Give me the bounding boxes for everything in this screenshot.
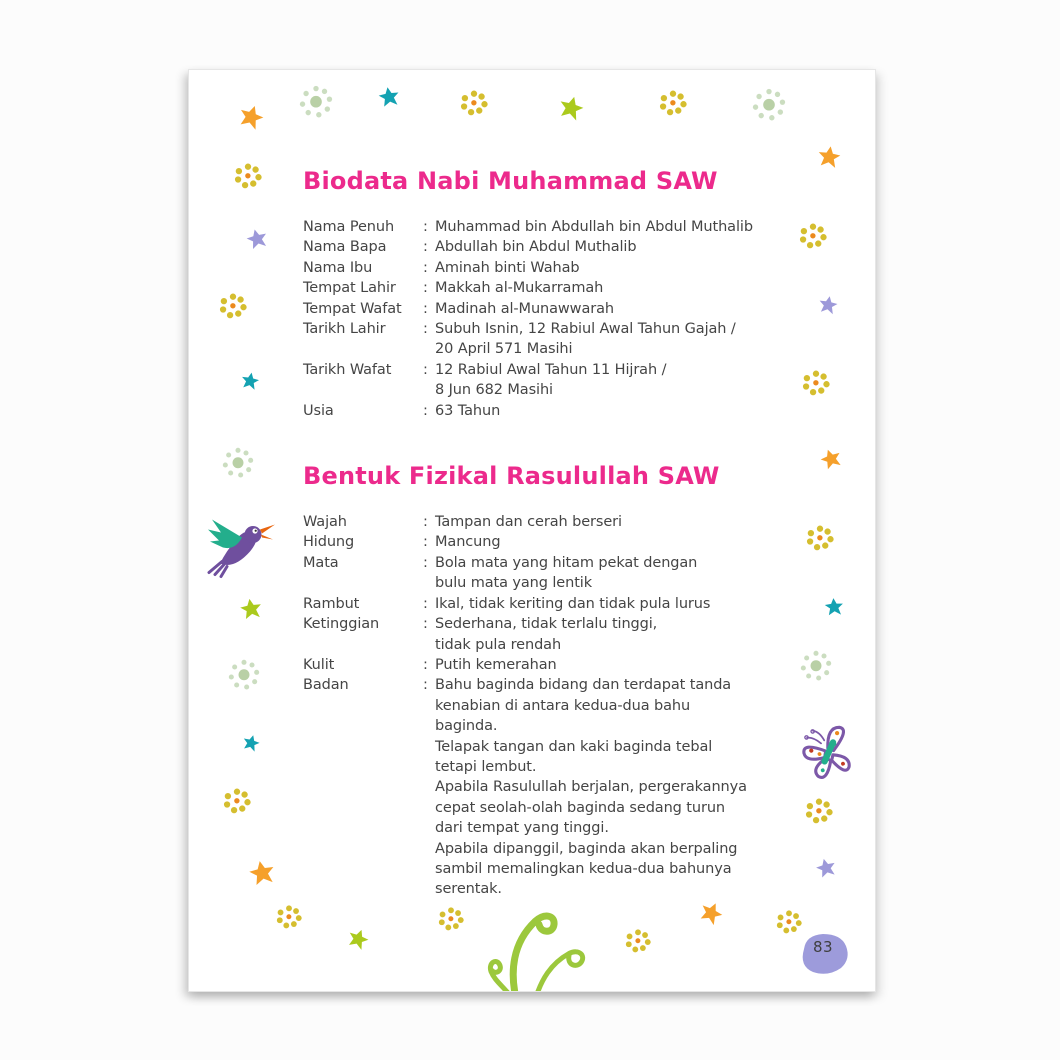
- star-icon: [558, 95, 584, 121]
- info-label: Tempat Lahir: [303, 280, 396, 297]
- info-value-line: Aminah binti Wahab: [435, 259, 580, 276]
- info-value-line: Tampan dan cerah berseri: [435, 514, 622, 531]
- swirl-plant-icon: [483, 887, 593, 992]
- info-colon: :: [423, 280, 428, 297]
- star-icon: [347, 928, 369, 950]
- info-value-line: Putih kemerahan: [435, 656, 557, 673]
- info-row: [303, 319, 773, 360]
- info-label: Nama Ibu: [303, 259, 373, 276]
- info-label: Badan: [303, 677, 349, 694]
- info-value-line: Mancung: [435, 534, 501, 551]
- star-icon: [240, 598, 263, 621]
- flower-dots-icon: [799, 222, 827, 250]
- info-row: [303, 553, 773, 594]
- info-row: [303, 237, 773, 257]
- page-number: 83: [812, 938, 834, 956]
- star-icon: [816, 858, 837, 879]
- info-value-line: 63 Tahun: [435, 402, 501, 419]
- butterfly-icon: [800, 723, 858, 781]
- info-row: [303, 278, 773, 298]
- info-colon: :: [423, 239, 428, 256]
- flower-dots-icon: [299, 85, 333, 119]
- star-icon: [238, 104, 264, 130]
- flower-dots-icon: [806, 524, 834, 552]
- flower-dots-icon: [752, 88, 786, 122]
- info-value-line: Telapak tangan dan kaki baginda tebal: [435, 738, 713, 755]
- section-rows: [303, 512, 773, 900]
- info-row: [303, 675, 773, 899]
- info-value: [435, 258, 773, 278]
- info-colon: :: [423, 554, 428, 571]
- info-value: [435, 278, 773, 298]
- info-value-line: tetapi lembut.: [435, 758, 537, 775]
- star-icon: [817, 145, 841, 169]
- info-value-line: kenabian di antara kedua-dua bahu: [435, 697, 691, 714]
- info-colon: :: [423, 259, 428, 276]
- flower-dots-icon: [228, 659, 260, 691]
- flower-dots-icon: [223, 787, 251, 815]
- info-value: [435, 655, 773, 675]
- flower-dots-icon: [276, 904, 302, 930]
- info-row: [303, 532, 773, 552]
- info-label: Nama Bapa: [303, 239, 387, 256]
- info-value-line: Muhammad bin Abdullah bin Abdul Muthalib: [435, 219, 753, 235]
- info-label: Nama Penuh: [303, 219, 395, 235]
- info-colon: :: [423, 361, 428, 378]
- info-label: Tarikh Lahir: [303, 321, 386, 338]
- flower-dots-icon: [438, 906, 464, 932]
- info-row: [303, 655, 773, 675]
- info-colon: :: [423, 616, 428, 633]
- star-icon: [699, 901, 723, 925]
- info-value: [435, 614, 773, 655]
- info-colon: :: [423, 219, 428, 235]
- info-value: [435, 217, 773, 237]
- info-row: [303, 258, 773, 278]
- flower-dots-icon: [222, 447, 254, 479]
- info-value-line: Bola mata yang hitam pekat dengan: [435, 554, 698, 571]
- page-number-badge: [795, 931, 851, 977]
- info-value: [435, 512, 773, 532]
- info-value: [435, 319, 773, 360]
- info-value-line: baginda.: [435, 718, 498, 735]
- info-value: [435, 675, 773, 899]
- info-label: Ketinggian: [303, 616, 380, 633]
- info-value-line: 12 Rabiul Awal Tahun 11 Hijrah /: [435, 361, 667, 378]
- star-icon: [824, 597, 844, 617]
- info-value-line: cepat seolah-olah baginda sedang turun: [435, 799, 726, 816]
- info-colon: :: [423, 402, 428, 419]
- star-icon: [249, 860, 276, 887]
- info-colon: :: [423, 595, 428, 612]
- star-icon: [820, 448, 842, 470]
- bird-icon: [206, 517, 276, 580]
- info-value-line: bulu mata yang lentik: [435, 575, 593, 592]
- section-rows: [303, 217, 773, 421]
- star-icon: [241, 372, 260, 391]
- section-title: Bentuk Fizikal Rasulullah SAW: [303, 462, 720, 491]
- flower-dots-icon: [802, 369, 830, 397]
- info-label: Usia: [303, 402, 334, 419]
- info-value: [435, 237, 773, 257]
- flower-dots-icon: [234, 162, 262, 190]
- info-value-line: Bahu baginda bidang dan terdapat tanda: [435, 677, 732, 694]
- info-value-line: Subuh Isnin, 12 Rabiul Awal Tahun Gajah /: [435, 321, 736, 338]
- star-icon: [246, 228, 268, 250]
- info-value-line: tidak pula rendah: [435, 636, 562, 653]
- info-row: [303, 360, 773, 401]
- book-page: [188, 69, 876, 992]
- info-label: Rambut: [303, 595, 360, 612]
- info-value: [435, 360, 773, 401]
- info-colon: :: [423, 514, 428, 531]
- info-colon: :: [423, 656, 428, 673]
- section: [303, 461, 773, 900]
- info-value-line: Sederhana, tidak terlalu tinggi,: [435, 616, 658, 633]
- info-colon: :: [423, 300, 428, 317]
- info-row: [303, 217, 773, 237]
- info-colon: :: [423, 677, 428, 694]
- info-value-line: serentak.: [435, 881, 502, 898]
- info-colon: :: [423, 534, 428, 551]
- section-title: Biodata Nabi Muhammad SAW: [303, 167, 718, 195]
- info-value: [435, 401, 773, 421]
- info-value-line: Ikal, tidak keriting dan tidak pula lurus: [435, 595, 711, 612]
- info-value: [435, 299, 773, 319]
- info-row: [303, 401, 773, 421]
- info-value-line: 20 April 571 Masihi: [435, 341, 573, 358]
- info-label: Wajah: [303, 514, 347, 531]
- star-icon: [818, 295, 838, 315]
- flower-dots-icon: [659, 89, 687, 117]
- info-row: [303, 594, 773, 614]
- flower-dots-icon: [800, 650, 832, 682]
- info-label: Tarikh Wafat: [303, 361, 392, 378]
- info-value: [435, 532, 773, 552]
- info-label: Tempat Wafat: [303, 300, 402, 317]
- flower-dots-icon: [805, 797, 833, 825]
- info-row: [303, 614, 773, 655]
- flower-dots-icon: [625, 928, 651, 954]
- info-colon: :: [423, 321, 428, 338]
- info-value: [435, 553, 773, 594]
- info-label: Kulit: [303, 656, 335, 673]
- info-value-line: Madinah al-Munawwarah: [435, 300, 614, 317]
- info-value-line: sambil memalingkan kedua-dua bahunya: [435, 860, 732, 877]
- star-icon: [378, 86, 400, 108]
- flower-dots-icon: [460, 89, 488, 117]
- section: [303, 166, 773, 421]
- info-row: [303, 512, 773, 532]
- info-value-line: Abdullah bin Abdul Muthalib: [435, 239, 637, 256]
- info-row: [303, 299, 773, 319]
- info-label: Hidung: [303, 534, 355, 551]
- star-icon: [242, 734, 260, 752]
- info-value-line: Apabila dipanggil, baginda akan berpaling: [435, 840, 738, 857]
- info-value-line: dari tempat yang tinggi.: [435, 820, 609, 837]
- info-value-line: 8 Jun 682 Masihi: [435, 382, 553, 399]
- info-label: Mata: [303, 554, 339, 571]
- info-value: [435, 594, 773, 614]
- info-value-line: Makkah al-Mukarramah: [435, 280, 604, 297]
- info-value-line: Apabila Rasulullah berjalan, pergerakannya: [435, 779, 747, 796]
- page-content: [303, 166, 773, 900]
- flower-dots-icon: [219, 292, 247, 320]
